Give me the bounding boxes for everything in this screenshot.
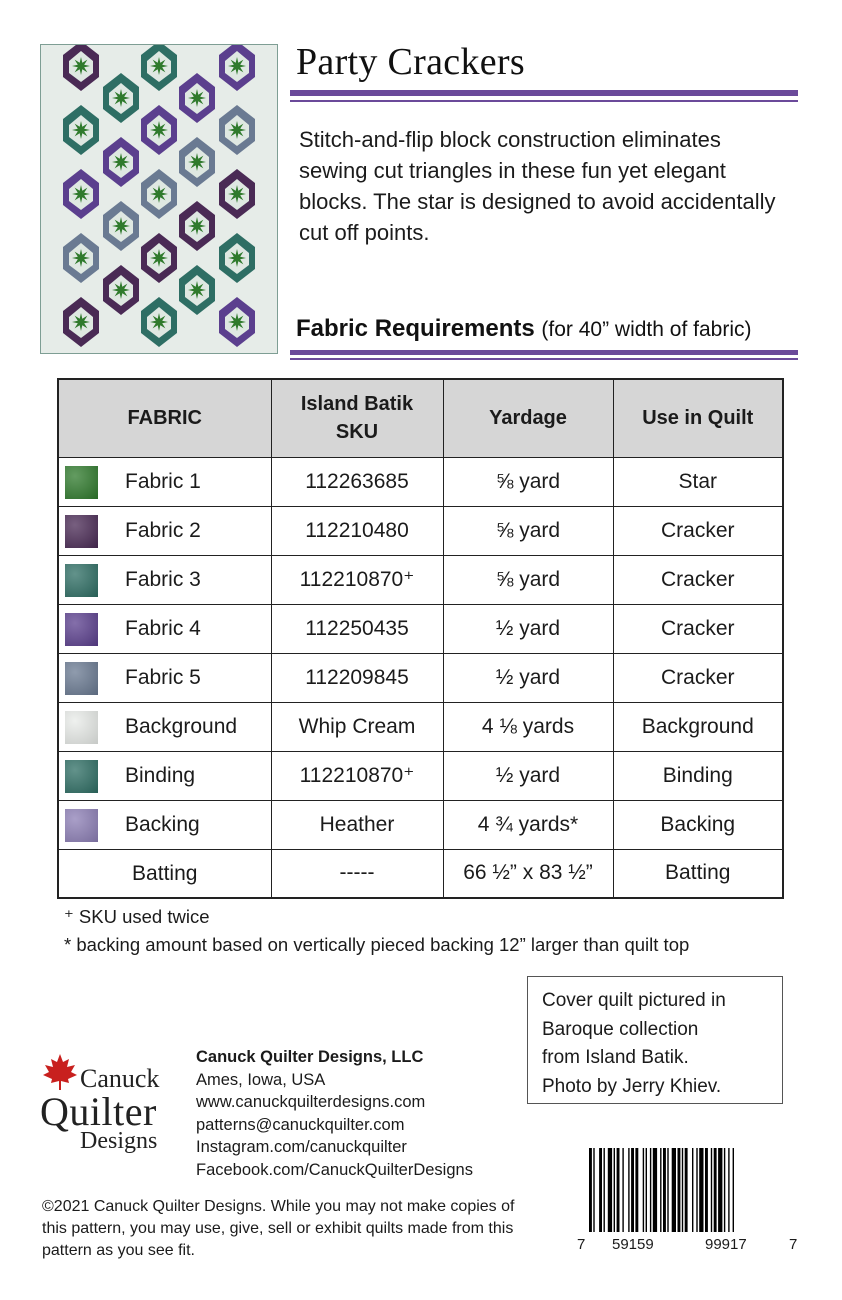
- barcode-bar: [672, 1148, 676, 1232]
- barcode-bar: [604, 1148, 605, 1232]
- requirements-title: Fabric Requirements: [296, 315, 535, 342]
- barcode-bar: [614, 1148, 615, 1232]
- barcode-bar: [631, 1148, 634, 1232]
- barcode-bar: [589, 1148, 592, 1232]
- barcode-digits-right: 99917: [705, 1236, 747, 1253]
- footnote-backing: * backing amount based on vertically pieced backing 12” larger than quilt top: [64, 934, 690, 955]
- barcode-bar: [599, 1148, 602, 1232]
- barcode-bar: [724, 1148, 725, 1232]
- table-body: [58, 457, 783, 898]
- barcode-digit-first: 7: [577, 1236, 586, 1253]
- cracker-block: [141, 45, 177, 91]
- barcode-bar: [692, 1148, 693, 1232]
- cracker-block: [179, 265, 215, 315]
- barcode-bar: [733, 1148, 734, 1232]
- fabric-name: Fabric 4: [125, 616, 201, 640]
- cell-sku: -----: [271, 849, 443, 898]
- cell-use: Batting: [613, 849, 783, 898]
- cell-yardage: ⅝ yard: [443, 457, 613, 506]
- cell-yardage: 66 ½” x 83 ½”: [443, 849, 613, 898]
- cell-fabric: [58, 506, 271, 555]
- cell-fabric: [58, 800, 271, 849]
- fabric-name: Fabric 5: [125, 665, 201, 689]
- barcode-bar: [714, 1148, 717, 1232]
- cracker-block: [219, 45, 255, 91]
- cracker-block: [63, 233, 99, 283]
- barcode-bar: [718, 1148, 722, 1232]
- quilt-pattern-graphic: [41, 45, 277, 353]
- header-yardage: Yardage: [443, 379, 613, 457]
- cracker-block: [179, 73, 215, 123]
- logo-word-quilter: Quilter: [40, 1089, 157, 1134]
- barcode-bar: [728, 1148, 729, 1232]
- table-row: [58, 751, 783, 800]
- cell-fabric: [58, 604, 271, 653]
- cell-use: Cracker: [613, 506, 783, 555]
- fabric-swatch: [65, 515, 98, 548]
- requirements-rule-thick: [290, 350, 798, 355]
- fabric-swatch: [65, 613, 98, 646]
- copyright-notice: ©2021 Canuck Quilter Designs. While you may not make copies of this pattern, you may use, give, sell or exhibit quilts made from this pattern as you see fit.: [42, 1198, 515, 1259]
- fabric-requirements-table: [57, 378, 784, 899]
- barcode-bars: [575, 1148, 805, 1248]
- cell-yardage: 4 ¾ yards*: [443, 800, 613, 849]
- barcode-bar: [699, 1148, 703, 1232]
- cell-fabric: [58, 849, 271, 898]
- barcode-bar: [682, 1148, 683, 1232]
- cracker-block: [219, 105, 255, 155]
- header-sku-line2: SKU: [335, 421, 379, 444]
- barcode-bar: [653, 1148, 657, 1232]
- fabric-swatch: [65, 466, 98, 499]
- cell-yardage: ½ yard: [443, 653, 613, 702]
- cell-yardage: ⅝ yard: [443, 506, 613, 555]
- cell-yardage: ½ yard: [443, 604, 613, 653]
- barcode-bar: [643, 1148, 644, 1232]
- barcode-bar: [660, 1148, 661, 1232]
- cover-quilt-image: [40, 44, 278, 354]
- cracker-block: [219, 233, 255, 283]
- barcode-bar: [705, 1148, 708, 1232]
- header-sku: [271, 379, 443, 457]
- cell-sku: Whip Cream: [271, 702, 443, 751]
- company-facebook: Facebook.com/CanuckQuilterDesigns: [196, 1160, 473, 1179]
- cracker-block: [141, 105, 177, 155]
- company-email: patterns@canuckquilter.com: [196, 1115, 405, 1134]
- fabric-name: Batting: [132, 861, 198, 885]
- cover-credit-line: Photo by Jerry Khiev.: [542, 1075, 722, 1097]
- header-use: Use in Quilt: [613, 379, 783, 457]
- barcode-bar: [663, 1148, 666, 1232]
- footnote-sku: ⁺ SKU used twice: [64, 906, 210, 927]
- cell-sku: 112209845: [271, 653, 443, 702]
- table-header-row: [58, 379, 783, 457]
- company-instagram: Instagram.com/canuckquilter: [196, 1138, 407, 1157]
- cell-sku: 112250435: [271, 604, 443, 653]
- cover-credit-line: from Island Batik.: [542, 1047, 689, 1068]
- fabric-name: Fabric 1: [125, 469, 201, 493]
- cracker-block: [219, 297, 255, 347]
- cover-credit-line: Baroque collection: [542, 1018, 699, 1040]
- cracker-block: [63, 169, 99, 219]
- table-row: [58, 702, 783, 751]
- cracker-block: [141, 297, 177, 347]
- company-website: www.canuckquilterdesigns.com: [196, 1093, 426, 1112]
- barcode-bar: [650, 1148, 651, 1232]
- logo-word-canuck: Canuck: [80, 1064, 160, 1093]
- cell-sku: 112263685: [271, 457, 443, 506]
- cracker-block: [141, 233, 177, 283]
- cracker-block: [103, 201, 139, 251]
- barcode-bar: [696, 1148, 697, 1232]
- fabric-name: Binding: [125, 763, 196, 787]
- barcode-bar: [622, 1148, 623, 1232]
- cell-use: Cracker: [613, 555, 783, 604]
- barcode-bar: [646, 1148, 647, 1232]
- fabric-name: Fabric 3: [125, 567, 201, 591]
- barcode-digits-left: 59159: [612, 1236, 654, 1253]
- cell-fabric: [58, 702, 271, 751]
- barcode-bar: [635, 1148, 638, 1232]
- cell-use: Binding: [613, 751, 783, 800]
- table-row: [58, 653, 783, 702]
- barcode-bar: [628, 1148, 629, 1232]
- cell-yardage: ½ yard: [443, 751, 613, 800]
- cell-sku: 112210870⁺: [271, 751, 443, 800]
- cracker-block: [63, 297, 99, 347]
- cell-use: Cracker: [613, 653, 783, 702]
- cell-sku: Heather: [271, 800, 443, 849]
- barcode-bar: [617, 1148, 620, 1232]
- barcode-bar: [678, 1148, 681, 1232]
- cell-fabric: [58, 653, 271, 702]
- fabric-swatch: [65, 809, 98, 842]
- cell-fabric: [58, 751, 271, 800]
- cracker-block: [63, 105, 99, 155]
- cell-sku: 112210480: [271, 506, 443, 555]
- fabric-name: Background: [125, 714, 238, 738]
- intro-paragraph: Stitch-and-flip block construction eliminates sewing cut triangles in these fun yet elegant blocks. The star is designed to avoid accidentally cut off points.: [299, 127, 776, 245]
- table-row: [58, 800, 783, 849]
- cracker-block: [103, 73, 139, 123]
- cell-sku: 112210870⁺: [271, 555, 443, 604]
- cracker-block: [179, 201, 215, 251]
- cell-yardage: ⅝ yard: [443, 555, 613, 604]
- logo-word-designs: Designs: [80, 1128, 158, 1154]
- fabric-name: Fabric 2: [125, 518, 201, 542]
- cell-yardage: 4 ⅛ yards: [443, 702, 613, 751]
- company-location: Ames, Iowa, USA: [196, 1070, 326, 1089]
- maple-leaf-icon: [40, 1052, 80, 1092]
- company-info: [196, 1046, 473, 1182]
- cracker-block: [179, 137, 215, 187]
- cell-use: Background: [613, 702, 783, 751]
- fabric-swatch: [65, 662, 98, 695]
- cell-use: Star: [613, 457, 783, 506]
- table-row: [58, 457, 783, 506]
- cell-use: Backing: [613, 800, 783, 849]
- page-title: Party Crackers: [296, 41, 525, 83]
- cell-fabric: [58, 555, 271, 604]
- cover-credit-box: [527, 976, 783, 1104]
- fabric-name: Backing: [125, 812, 200, 836]
- barcode-bar: [685, 1148, 688, 1232]
- table-row: [58, 604, 783, 653]
- company-name: Canuck Quilter Designs, LLC: [196, 1048, 424, 1066]
- barcode-bar: [608, 1148, 612, 1232]
- barcode-bar: [667, 1148, 668, 1232]
- cracker-block: [103, 137, 139, 187]
- company-logo: [36, 1052, 184, 1158]
- cracker-block: [141, 169, 177, 219]
- cracker-block: [63, 45, 99, 91]
- cracker-block: [219, 169, 255, 219]
- barcode-bar: [711, 1148, 712, 1232]
- table-row: [58, 849, 783, 898]
- requirements-rule-thin: [290, 358, 798, 360]
- barcode-digit-last: 7: [789, 1236, 798, 1253]
- fabric-swatch: [65, 564, 98, 597]
- fabric-swatch: [65, 760, 98, 793]
- title-rule-thick: [290, 90, 798, 96]
- requirements-note: (for 40” width of fabric): [541, 318, 752, 341]
- fabric-swatch: [65, 711, 98, 744]
- cell-use: Cracker: [613, 604, 783, 653]
- cover-credit-line: Cover quilt pictured in: [542, 990, 726, 1011]
- table-row: [58, 506, 783, 555]
- cracker-block: [103, 265, 139, 315]
- barcode-bar: [593, 1148, 594, 1232]
- barcode: [575, 1148, 805, 1258]
- requirements-heading: [296, 315, 751, 343]
- header-sku-line1: Island Batik: [300, 393, 414, 416]
- title-rule-thin: [290, 100, 798, 102]
- header-fabric: FABRIC: [58, 379, 271, 457]
- table-row: [58, 555, 783, 604]
- cell-fabric: [58, 457, 271, 506]
